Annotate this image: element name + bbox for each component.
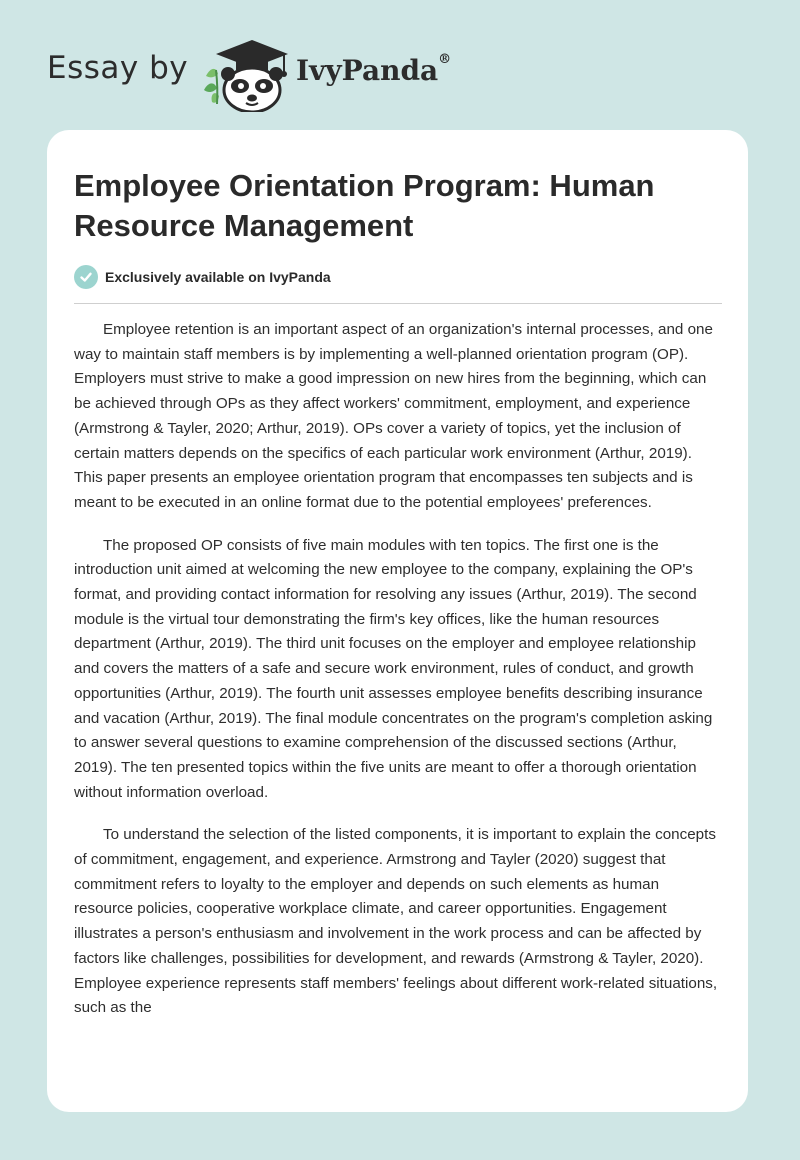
- exclusive-badge-label: Exclusively available on IvyPanda: [105, 269, 331, 285]
- registered-mark: ®: [438, 52, 452, 67]
- site-header: [0, 0, 800, 130]
- essay-by-label: Essay by: [47, 50, 189, 86]
- exclusive-badge: [74, 264, 331, 290]
- brand-name[interactable]: IvyPanda®: [296, 52, 452, 87]
- check-circle-icon: [74, 265, 98, 289]
- paragraph: Employee retention is an important aspect of an organization's internal processes, and one way to maintain staff members is by implementing a well-planned orientation program (OP). Employers must strive to make a good impression on new hires from the beginning, which can be achieved through OPs as they affect workers' commitment, employment, and experience (Armstrong & Tayler, 2020; Arthur, 2019). OPs cover a variety of topics, yet the inclusion of certain matters depends on the specifics of each particular work environment (Arthur, 2019). This paper presents an employee orientation program that encompasses ten subjects and is meant to be executed in an online format due to the potential employees' preferences.: [74, 321, 713, 511]
- paragraph: To understand the selection of the listed components, it is important to explain the concepts of commitment, engagement, and experience. Armstrong and Tayler (2020) suggest that commitment refers to loyalty to the employer and depends on such elements as human resource policies, cooperative workplace climate, and career opportunities. Engagement illustrates a person's enthusiasm and involvement in the work process and can be affected by factors like challenges, possibilities for development, and rewards (Armstrong & Tayler, 2020). Employee experience represents staff members' feelings about different work-related situations, such as the: [74, 826, 718, 1017]
- article-card: [47, 130, 748, 1112]
- divider: [74, 303, 722, 304]
- article-title: Employee Orientation Program: Human Resource Management: [74, 168, 655, 243]
- article-body: [74, 318, 722, 1039]
- paragraph: The proposed OP consists of five main modules with ten topics. The first one is the introduction unit aimed at welcoming the new employee to the company, explaining the OP's format, and providing contact information for resolving any issues (Arthur, 2019). The second module is the virtual tour demonstrating the firm's key offices, like the human resources department (Arthur, 2019). The third unit focuses on the employer and employee relationship and covers the matters of a safe and secure work environment, rules of conduct, and growth opportunities (Arthur, 2019). The fourth unit assesses employee benefits describing insurance and vacation (Arthur, 2019). The final module concentrates on the program's completion asking to answer several questions to examine comprehension of the discussed sections (Arthur, 2019). The ten presented topics within the five units are meant to offer a thorough orientation without information overload.: [74, 536, 713, 801]
- panda-graduation-cap-icon[interactable]: [200, 36, 292, 112]
